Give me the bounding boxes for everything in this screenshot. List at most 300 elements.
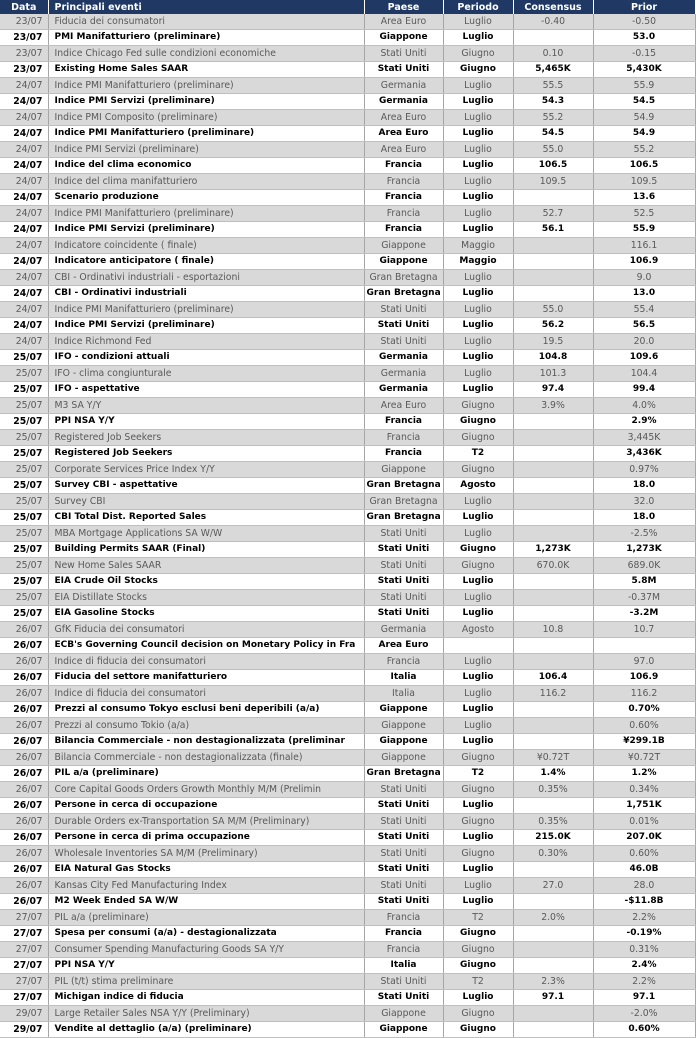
row-period: Luglio xyxy=(443,30,513,46)
row-consensus xyxy=(513,590,593,606)
row-country: Francia xyxy=(364,446,443,462)
row-period: Giugno xyxy=(443,462,513,478)
row-period: Agosto xyxy=(443,622,513,638)
row-country: Stati Uniti xyxy=(364,830,443,846)
row-prior: 207.0K xyxy=(593,830,695,846)
table-row xyxy=(0,814,695,830)
table-row xyxy=(0,62,695,78)
table-row xyxy=(0,526,695,542)
table-row xyxy=(0,46,695,62)
row-date: 24/07 xyxy=(0,142,48,158)
row-country: Italia xyxy=(364,686,443,702)
table-row xyxy=(0,894,695,910)
row-event: Persone in cerca di prima occupazione xyxy=(48,830,364,846)
row-country: Giappone xyxy=(364,1006,443,1022)
row-event: Consumer Spending Manufacturing Goods SA Y/Y xyxy=(48,942,364,958)
row-country: Giappone xyxy=(364,734,443,750)
row-consensus xyxy=(513,1006,593,1022)
row-prior: 9.0 xyxy=(593,270,695,286)
row-country: Francia xyxy=(364,942,443,958)
row-prior: 20.0 xyxy=(593,334,695,350)
row-date: 24/07 xyxy=(0,110,48,126)
row-date: 24/07 xyxy=(0,78,48,94)
row-date: 26/07 xyxy=(0,654,48,670)
header-consensus: Consensus xyxy=(513,0,593,14)
table-row xyxy=(0,414,695,430)
row-period: Luglio xyxy=(443,510,513,526)
row-country: Francia xyxy=(364,654,443,670)
row-consensus: 5,465K xyxy=(513,62,593,78)
table-row xyxy=(0,222,695,238)
row-prior: 3,445K xyxy=(593,430,695,446)
table-row xyxy=(0,878,695,894)
row-consensus xyxy=(513,286,593,302)
row-consensus: 55.5 xyxy=(513,78,593,94)
row-prior: 55.9 xyxy=(593,222,695,238)
row-prior: ¥299.1B xyxy=(593,734,695,750)
table-row xyxy=(0,942,695,958)
row-country: Francia xyxy=(364,222,443,238)
row-country: Giappone xyxy=(364,750,443,766)
row-date: 25/07 xyxy=(0,414,48,430)
row-prior: 54.9 xyxy=(593,126,695,142)
row-consensus xyxy=(513,654,593,670)
row-event: Indicatore coincidente ( finale) xyxy=(48,238,364,254)
row-country: Giappone xyxy=(364,462,443,478)
row-prior: -2.0% xyxy=(593,1006,695,1022)
row-date: 23/07 xyxy=(0,30,48,46)
row-prior: 13.0 xyxy=(593,286,695,302)
row-country: Francia xyxy=(364,158,443,174)
row-period: Luglio xyxy=(443,206,513,222)
row-period: Luglio xyxy=(443,734,513,750)
row-date: 27/07 xyxy=(0,942,48,958)
row-date: 26/07 xyxy=(0,750,48,766)
row-consensus: 1.4% xyxy=(513,766,593,782)
row-period: Giugno xyxy=(443,958,513,974)
table-row xyxy=(0,830,695,846)
row-prior: 55.9 xyxy=(593,78,695,94)
row-prior: 18.0 xyxy=(593,510,695,526)
table-row xyxy=(0,670,695,686)
row-country: Stati Uniti xyxy=(364,894,443,910)
row-period: Giugno xyxy=(443,1022,513,1038)
row-country: Italia xyxy=(364,670,443,686)
row-period: Luglio xyxy=(443,350,513,366)
row-event: GfK Fiducia dei consumatori xyxy=(48,622,364,638)
row-country: Francia xyxy=(364,206,443,222)
table-row xyxy=(0,558,695,574)
row-period: Luglio xyxy=(443,190,513,206)
row-date: 26/07 xyxy=(0,702,48,718)
row-country: Stati Uniti xyxy=(364,334,443,350)
row-event: Kansas City Fed Manufacturing Index xyxy=(48,878,364,894)
row-date: 25/07 xyxy=(0,542,48,558)
row-prior: 116.2 xyxy=(593,686,695,702)
row-country: Francia xyxy=(364,190,443,206)
row-date: 26/07 xyxy=(0,782,48,798)
row-event: Indice del clima manifatturiero xyxy=(48,174,364,190)
row-event: MBA Mortgage Applications SA W/W xyxy=(48,526,364,542)
row-date: 24/07 xyxy=(0,270,48,286)
row-consensus xyxy=(513,494,593,510)
row-date: 25/07 xyxy=(0,558,48,574)
table-row xyxy=(0,350,695,366)
row-prior: 0.60% xyxy=(593,846,695,862)
table-row xyxy=(0,702,695,718)
row-event: Wholesale Inventories SA M/M (Preliminary) xyxy=(48,846,364,862)
table-row xyxy=(0,734,695,750)
table-row xyxy=(0,718,695,734)
row-date: 26/07 xyxy=(0,894,48,910)
row-event: Indice PMI Manifatturiero (preliminare) xyxy=(48,126,364,142)
row-country: Stati Uniti xyxy=(364,542,443,558)
row-event: M2 Week Ended SA W/W xyxy=(48,894,364,910)
row-country: Area Euro xyxy=(364,142,443,158)
row-event: PIL (t/t) stima preliminare xyxy=(48,974,364,990)
row-date: 29/07 xyxy=(0,1006,48,1022)
row-consensus: 55.0 xyxy=(513,142,593,158)
row-country: Giappone xyxy=(364,238,443,254)
row-prior: -0.50 xyxy=(593,14,695,30)
row-country: Francia xyxy=(364,430,443,446)
row-country: Stati Uniti xyxy=(364,558,443,574)
table-row xyxy=(0,206,695,222)
row-event: Indicatore anticipatore ( finale) xyxy=(48,254,364,270)
row-consensus: 55.0 xyxy=(513,302,593,318)
table-row xyxy=(0,446,695,462)
row-period: Giugno xyxy=(443,782,513,798)
table-row xyxy=(0,590,695,606)
row-event: EIA Gasoline Stocks xyxy=(48,606,364,622)
row-period: Giugno xyxy=(443,942,513,958)
row-country: Stati Uniti xyxy=(364,606,443,622)
row-consensus xyxy=(513,926,593,942)
row-consensus: 106.4 xyxy=(513,670,593,686)
table-row xyxy=(0,30,695,46)
header-country: Paese xyxy=(364,0,443,14)
row-consensus xyxy=(513,446,593,462)
row-consensus xyxy=(513,526,593,542)
row-period: Luglio xyxy=(443,110,513,126)
row-consensus: 97.4 xyxy=(513,382,593,398)
row-event: CBI - Ordinativi industriali - esportazioni xyxy=(48,270,364,286)
row-date: 25/07 xyxy=(0,398,48,414)
table-row xyxy=(0,862,695,878)
row-period: Luglio xyxy=(443,878,513,894)
row-country: Germania xyxy=(364,78,443,94)
row-date: 29/07 xyxy=(0,1022,48,1038)
row-period: Luglio xyxy=(443,702,513,718)
row-consensus xyxy=(513,414,593,430)
row-country: Giappone xyxy=(364,718,443,734)
table-row xyxy=(0,142,695,158)
row-period: Luglio xyxy=(443,94,513,110)
row-period: T2 xyxy=(443,766,513,782)
row-prior: 689.0K xyxy=(593,558,695,574)
row-date: 25/07 xyxy=(0,606,48,622)
table-row xyxy=(0,654,695,670)
table-row xyxy=(0,430,695,446)
row-consensus: 19.5 xyxy=(513,334,593,350)
row-prior: 13.6 xyxy=(593,190,695,206)
row-date: 26/07 xyxy=(0,670,48,686)
row-prior: 109.6 xyxy=(593,350,695,366)
row-period: T2 xyxy=(443,446,513,462)
row-event: Indice PMI Manifatturiero (preliminare) xyxy=(48,78,364,94)
row-date: 23/07 xyxy=(0,62,48,78)
row-event: CBI Total Dist. Reported Sales xyxy=(48,510,364,526)
table-header-row xyxy=(0,0,695,14)
row-consensus xyxy=(513,574,593,590)
row-event: EIA Crude Oil Stocks xyxy=(48,574,364,590)
row-prior: 0.60% xyxy=(593,718,695,734)
row-country: Giappone xyxy=(364,254,443,270)
row-consensus: 0.35% xyxy=(513,782,593,798)
row-consensus xyxy=(513,30,593,46)
table-row xyxy=(0,910,695,926)
table-row xyxy=(0,510,695,526)
row-consensus: 215.0K xyxy=(513,830,593,846)
table-row xyxy=(0,286,695,302)
row-prior: 28.0 xyxy=(593,878,695,894)
table-body xyxy=(0,14,695,1038)
row-date: 26/07 xyxy=(0,734,48,750)
row-consensus xyxy=(513,958,593,974)
row-consensus: 56.2 xyxy=(513,318,593,334)
table-row xyxy=(0,462,695,478)
table-row xyxy=(0,190,695,206)
row-country: Germania xyxy=(364,350,443,366)
row-event: Existing Home Sales SAAR xyxy=(48,62,364,78)
row-prior: 54.5 xyxy=(593,94,695,110)
row-date: 26/07 xyxy=(0,846,48,862)
row-event: Prezzi al consumo Tokyo esclusi beni deperibili (a/a) xyxy=(48,702,364,718)
table-row xyxy=(0,478,695,494)
row-date: 24/07 xyxy=(0,254,48,270)
row-event: Fiducia dei consumatori xyxy=(48,14,364,30)
table-row xyxy=(0,622,695,638)
row-event: New Home Sales SAAR xyxy=(48,558,364,574)
table-row xyxy=(0,990,695,1006)
row-event: Persone in cerca di occupazione xyxy=(48,798,364,814)
row-event: Indice di fiducia dei consumatori xyxy=(48,686,364,702)
row-prior: -0.19% xyxy=(593,926,695,942)
row-country: Stati Uniti xyxy=(364,590,443,606)
row-date: 26/07 xyxy=(0,622,48,638)
row-date: 24/07 xyxy=(0,238,48,254)
row-consensus: 0.30% xyxy=(513,846,593,862)
row-period: Luglio xyxy=(443,286,513,302)
row-country: Francia xyxy=(364,174,443,190)
table-row xyxy=(0,382,695,398)
row-prior: 97.1 xyxy=(593,990,695,1006)
row-date: 25/07 xyxy=(0,350,48,366)
row-period: Luglio xyxy=(443,990,513,1006)
row-period: Luglio xyxy=(443,174,513,190)
table-row xyxy=(0,110,695,126)
row-date: 25/07 xyxy=(0,574,48,590)
row-event: Indice Richmond Fed xyxy=(48,334,364,350)
row-country: Gran Bretagna xyxy=(364,766,443,782)
table-row xyxy=(0,958,695,974)
row-prior: 54.9 xyxy=(593,110,695,126)
table-row xyxy=(0,254,695,270)
row-event: Indice PMI Composito (preliminare) xyxy=(48,110,364,126)
row-date: 26/07 xyxy=(0,830,48,846)
row-period: Luglio xyxy=(443,78,513,94)
row-event: M3 SA Y/Y xyxy=(48,398,364,414)
row-date: 26/07 xyxy=(0,718,48,734)
row-date: 23/07 xyxy=(0,46,48,62)
row-period: Luglio xyxy=(443,862,513,878)
row-country: Stati Uniti xyxy=(364,798,443,814)
row-date: 25/07 xyxy=(0,590,48,606)
row-prior: 52.5 xyxy=(593,206,695,222)
row-consensus xyxy=(513,606,593,622)
row-prior: -$11.8B xyxy=(593,894,695,910)
row-period: Luglio xyxy=(443,670,513,686)
row-country: Gran Bretagna xyxy=(364,494,443,510)
row-prior: 55.4 xyxy=(593,302,695,318)
row-country: Giappone xyxy=(364,1022,443,1038)
row-period: T2 xyxy=(443,974,513,990)
row-date: 25/07 xyxy=(0,382,48,398)
row-period: Luglio xyxy=(443,654,513,670)
row-country: Area Euro xyxy=(364,126,443,142)
row-date: 25/07 xyxy=(0,526,48,542)
table-row xyxy=(0,174,695,190)
table-row xyxy=(0,398,695,414)
row-event: Indice PMI Servizi (preliminare) xyxy=(48,94,364,110)
row-consensus: 54.3 xyxy=(513,94,593,110)
row-period: Luglio xyxy=(443,302,513,318)
row-prior: 2.2% xyxy=(593,910,695,926)
row-country: Gran Bretagna xyxy=(364,270,443,286)
table-row xyxy=(0,846,695,862)
row-country: Stati Uniti xyxy=(364,846,443,862)
header-date: Data xyxy=(0,0,48,14)
row-date: 26/07 xyxy=(0,878,48,894)
row-country: Stati Uniti xyxy=(364,878,443,894)
table-row xyxy=(0,94,695,110)
row-country: Francia xyxy=(364,414,443,430)
row-consensus: 0.10 xyxy=(513,46,593,62)
row-consensus xyxy=(513,270,593,286)
header-event: Principali eventi xyxy=(48,0,364,14)
row-prior: ¥0.72T xyxy=(593,750,695,766)
row-prior: 3,436K xyxy=(593,446,695,462)
row-event: Registered Job Seekers xyxy=(48,446,364,462)
row-date: 24/07 xyxy=(0,302,48,318)
row-date: 24/07 xyxy=(0,126,48,142)
row-date: 25/07 xyxy=(0,430,48,446)
row-date: 27/07 xyxy=(0,990,48,1006)
row-event: PIL a/a (preliminare) xyxy=(48,910,364,926)
row-country: Francia xyxy=(364,910,443,926)
row-event: IFO - aspettative xyxy=(48,382,364,398)
row-date: 25/07 xyxy=(0,366,48,382)
row-consensus: 106.5 xyxy=(513,158,593,174)
row-consensus xyxy=(513,862,593,878)
row-consensus xyxy=(513,798,593,814)
row-consensus: 97.1 xyxy=(513,990,593,1006)
table-row xyxy=(0,750,695,766)
row-period: Agosto xyxy=(443,478,513,494)
row-prior: 1,751K xyxy=(593,798,695,814)
row-consensus xyxy=(513,254,593,270)
row-consensus xyxy=(513,734,593,750)
row-date: 26/07 xyxy=(0,686,48,702)
row-prior: 46.0B xyxy=(593,862,695,878)
row-period xyxy=(443,638,513,654)
row-period: Luglio xyxy=(443,718,513,734)
row-event: Vendite al dettaglio (a/a) (preliminare) xyxy=(48,1022,364,1038)
row-event: Bilancia Commerciale - non destagionalizzata (finale) xyxy=(48,750,364,766)
row-prior: 0.70% xyxy=(593,702,695,718)
row-country: Gran Bretagna xyxy=(364,286,443,302)
header-period: Periodo xyxy=(443,0,513,14)
row-event: EIA Distillate Stocks xyxy=(48,590,364,606)
row-prior: 0.34% xyxy=(593,782,695,798)
row-period: Giugno xyxy=(443,398,513,414)
row-country: Area Euro xyxy=(364,110,443,126)
row-event: Large Retailer Sales NSA Y/Y (Preliminary) xyxy=(48,1006,364,1022)
row-date: 27/07 xyxy=(0,910,48,926)
row-event: PPI NSA Y/Y xyxy=(48,958,364,974)
table-row xyxy=(0,334,695,350)
row-consensus: ¥0.72T xyxy=(513,750,593,766)
row-event: Indice PMI Servizi (preliminare) xyxy=(48,222,364,238)
row-consensus xyxy=(513,430,593,446)
row-date: 25/07 xyxy=(0,510,48,526)
row-period: Luglio xyxy=(443,686,513,702)
table-row xyxy=(0,366,695,382)
row-event: Core Capital Goods Orders Growth Monthly M/M (Prelimin xyxy=(48,782,364,798)
row-prior: 53.0 xyxy=(593,30,695,46)
row-event: Indice del clima economico xyxy=(48,158,364,174)
row-period: Luglio xyxy=(443,318,513,334)
row-prior: 1,273K xyxy=(593,542,695,558)
row-prior: 56.5 xyxy=(593,318,695,334)
row-prior: 106.9 xyxy=(593,254,695,270)
row-consensus: 670.0K xyxy=(513,558,593,574)
row-prior: 0.31% xyxy=(593,942,695,958)
row-country: Stati Uniti xyxy=(364,862,443,878)
row-event: Indice PMI Servizi (preliminare) xyxy=(48,142,364,158)
row-prior: 106.5 xyxy=(593,158,695,174)
row-event: Fiducia del settore manifatturiero xyxy=(48,670,364,686)
row-period: Giugno xyxy=(443,926,513,942)
row-period: Luglio xyxy=(443,366,513,382)
row-period: Luglio xyxy=(443,382,513,398)
row-consensus: 56.1 xyxy=(513,222,593,238)
row-country: Stati Uniti xyxy=(364,318,443,334)
row-period: Maggio xyxy=(443,254,513,270)
row-country: Stati Uniti xyxy=(364,526,443,542)
row-country: Stati Uniti xyxy=(364,574,443,590)
row-event: EIA Natural Gas Stocks xyxy=(48,862,364,878)
table-row xyxy=(0,766,695,782)
row-prior: 5.8M xyxy=(593,574,695,590)
row-prior: 109.5 xyxy=(593,174,695,190)
row-event: Scenario produzione xyxy=(48,190,364,206)
row-event: Indice PMI Manifatturiero (preliminare) xyxy=(48,302,364,318)
row-date: 26/07 xyxy=(0,814,48,830)
row-period: Luglio xyxy=(443,894,513,910)
row-consensus xyxy=(513,190,593,206)
row-prior: 2.2% xyxy=(593,974,695,990)
